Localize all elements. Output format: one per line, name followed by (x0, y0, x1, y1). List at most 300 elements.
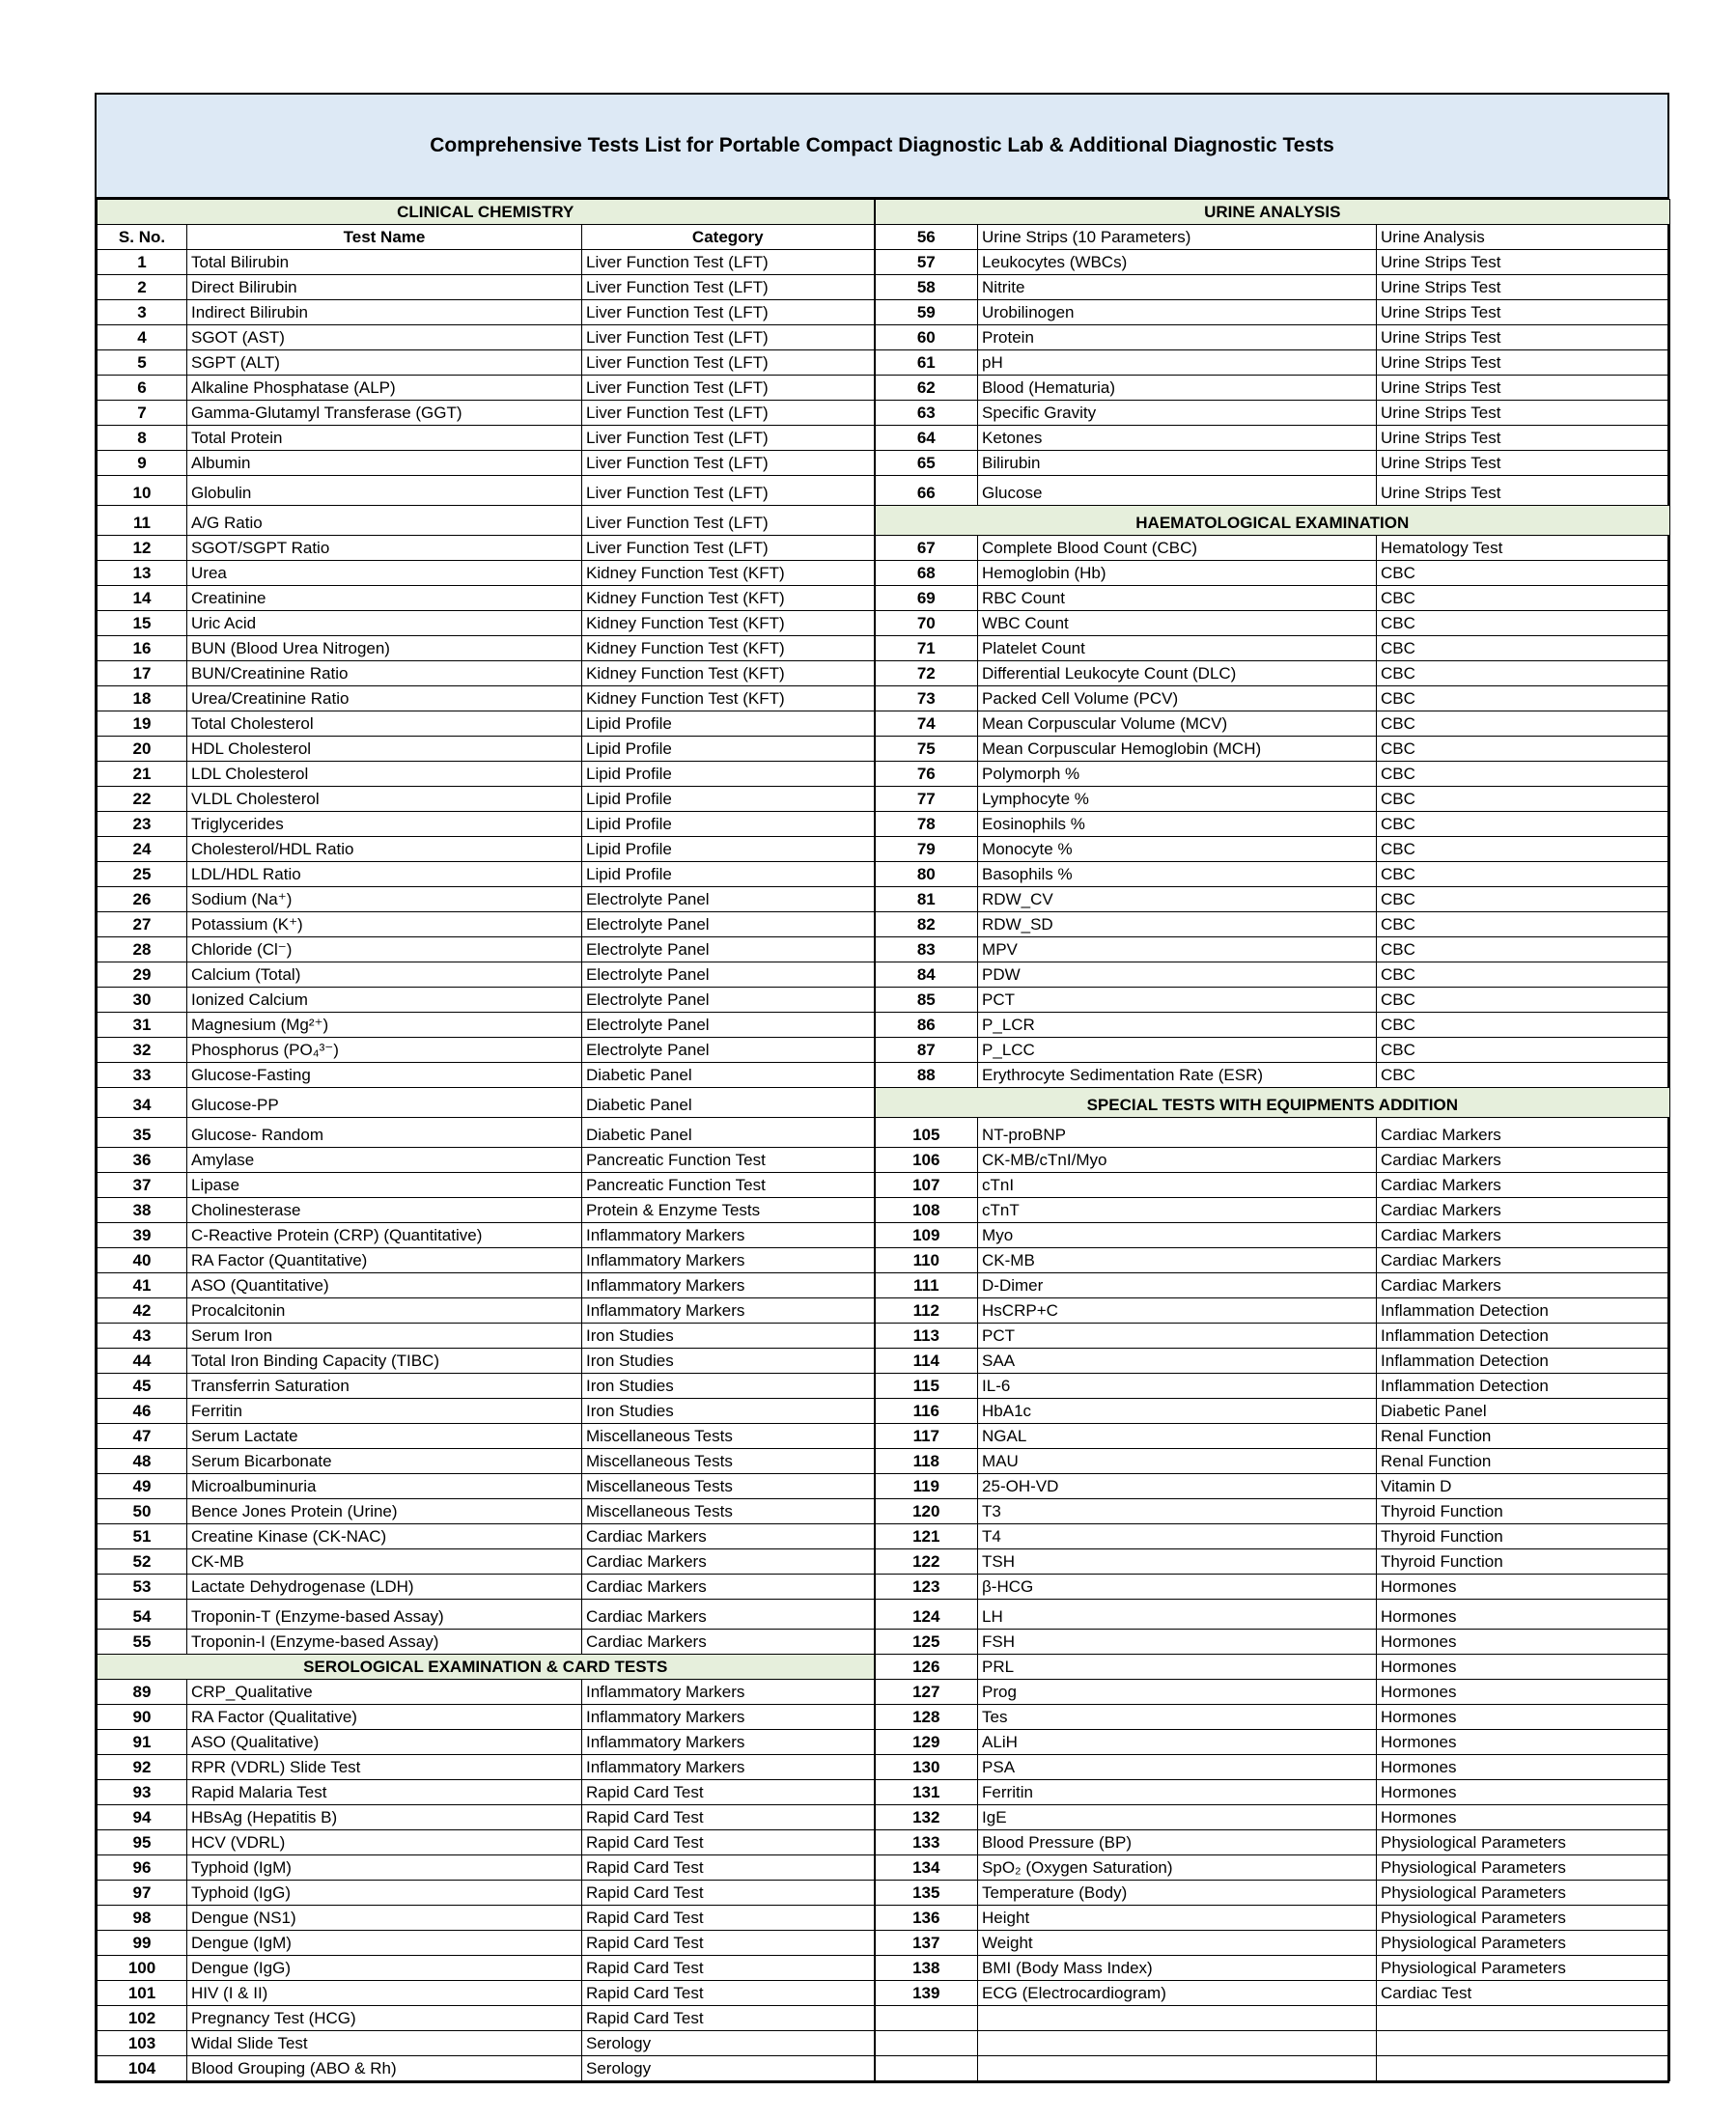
test-category: Diabetic Panel (582, 1088, 875, 1118)
test-name: T3 (978, 1499, 1377, 1524)
test-name: Chloride (Cl⁻) (187, 937, 582, 962)
serial-number: 64 (875, 426, 978, 451)
section-clinical-chemistry: CLINICAL CHEMISTRY (98, 200, 875, 225)
test-name: Hemoglobin (Hb) (978, 561, 1377, 586)
serial-number: 38 (98, 1198, 187, 1223)
table-row (98, 506, 1670, 536)
serial-number: 19 (98, 711, 187, 737)
table-row (98, 1830, 1670, 1855)
table-row (98, 1349, 1670, 1374)
table-row (98, 350, 1670, 376)
test-name: Eosinophils % (978, 812, 1377, 837)
test-name: PCT (978, 1324, 1377, 1349)
test-category: Urine Strips Test (1377, 376, 1670, 401)
test-category: Kidney Function Test (KFT) (582, 611, 875, 636)
test-name: SGPT (ALT) (187, 350, 582, 376)
test-name: Transferrin Saturation (187, 1374, 582, 1399)
test-category: Liver Function Test (LFT) (582, 350, 875, 376)
serial-number: 119 (875, 1474, 978, 1499)
table-row (98, 1013, 1670, 1038)
test-category: Lipid Profile (582, 787, 875, 812)
table-row (98, 1575, 1670, 1600)
serial-number: 59 (875, 300, 978, 325)
test-category: CBC (1377, 636, 1670, 661)
serial-number: 129 (875, 1730, 978, 1755)
table-row (98, 1931, 1670, 1956)
serial-number: 56 (875, 225, 978, 250)
test-category: Rapid Card Test (582, 1881, 875, 1906)
empty-cell (978, 2056, 1377, 2081)
test-name: Glucose-Fasting (187, 1063, 582, 1088)
test-name: Urea/Creatinine Ratio (187, 686, 582, 711)
table-row (98, 300, 1670, 325)
serial-number: 30 (98, 988, 187, 1013)
serial-number: 78 (875, 812, 978, 837)
serial-number: 13 (98, 561, 187, 586)
test-category: Inflammatory Markers (582, 1755, 875, 1780)
serial-number: 8 (98, 426, 187, 451)
serial-number: 126 (875, 1655, 978, 1680)
test-category: Cardiac Markers (582, 1549, 875, 1575)
table-row (98, 711, 1670, 737)
serial-number: 41 (98, 1273, 187, 1298)
test-name: CK-MB (978, 1248, 1377, 1273)
test-name: NGAL (978, 1424, 1377, 1449)
section-serological: SEROLOGICAL EXAMINATION & CARD TESTS (98, 1655, 875, 1680)
table-row (98, 586, 1670, 611)
serial-number: 89 (98, 1680, 187, 1705)
test-name: SGOT (AST) (187, 325, 582, 350)
serial-number: 54 (98, 1600, 187, 1630)
serial-number: 100 (98, 1956, 187, 1981)
table-row (98, 1088, 1670, 1118)
test-category: Urine Strips Test (1377, 476, 1670, 506)
test-category: Pancreatic Function Test (582, 1148, 875, 1173)
table-row (98, 862, 1670, 887)
empty-cell (1377, 2006, 1670, 2031)
table-row (98, 1223, 1670, 1248)
test-name: Urea (187, 561, 582, 586)
table-row (98, 737, 1670, 762)
serial-number: 77 (875, 787, 978, 812)
tests-table (97, 199, 1670, 2081)
test-category: Liver Function Test (LFT) (582, 376, 875, 401)
serial-number: 97 (98, 1881, 187, 1906)
test-category: CBC (1377, 686, 1670, 711)
serial-number: 83 (875, 937, 978, 962)
test-name: ECG (Electrocardiogram) (978, 1981, 1377, 2006)
test-category: Cardiac Markers (1377, 1223, 1670, 1248)
test-category: CBC (1377, 737, 1670, 762)
test-category: Physiological Parameters (1377, 1830, 1670, 1855)
table-row (98, 661, 1670, 686)
serial-number: 7 (98, 401, 187, 426)
serial-number: 72 (875, 661, 978, 686)
test-category: Cardiac Markers (582, 1630, 875, 1655)
test-category: CBC (1377, 611, 1670, 636)
test-category: CBC (1377, 787, 1670, 812)
serial-number: 24 (98, 837, 187, 862)
serial-number: 125 (875, 1630, 978, 1655)
test-category: Electrolyte Panel (582, 937, 875, 962)
serial-number: 12 (98, 536, 187, 561)
test-name: Temperature (Body) (978, 1881, 1377, 1906)
test-category: Renal Function (1377, 1449, 1670, 1474)
serial-number: 111 (875, 1273, 978, 1298)
serial-number: 101 (98, 1981, 187, 2006)
test-category: Liver Function Test (LFT) (582, 451, 875, 476)
test-name: HCV (VDRL) (187, 1830, 582, 1855)
test-name: Triglycerides (187, 812, 582, 837)
serial-number: 14 (98, 586, 187, 611)
test-category: Thyroid Function (1377, 1499, 1670, 1524)
test-category: Urine Strips Test (1377, 250, 1670, 275)
table-row (98, 812, 1670, 837)
empty-cell (1377, 2056, 1670, 2081)
test-category: Liver Function Test (LFT) (582, 250, 875, 275)
test-category: Kidney Function Test (KFT) (582, 561, 875, 586)
test-category: Rapid Card Test (582, 1805, 875, 1830)
test-category: Cardiac Markers (1377, 1248, 1670, 1273)
table-row (98, 1038, 1670, 1063)
test-category: Rapid Card Test (582, 1855, 875, 1881)
test-category: Kidney Function Test (KFT) (582, 686, 875, 711)
serial-number: 86 (875, 1013, 978, 1038)
serial-number: 34 (98, 1088, 187, 1118)
test-category: Electrolyte Panel (582, 1013, 875, 1038)
test-category: Liver Function Test (LFT) (582, 401, 875, 426)
serial-number: 45 (98, 1374, 187, 1399)
table-row (98, 1148, 1670, 1173)
test-category: Inflammatory Markers (582, 1705, 875, 1730)
serial-number: 11 (98, 506, 187, 536)
serial-number: 25 (98, 862, 187, 887)
test-name: Bilirubin (978, 451, 1377, 476)
table-row (98, 1118, 1670, 1148)
serial-number: 29 (98, 962, 187, 988)
table-row (98, 225, 1670, 250)
test-category: Hormones (1377, 1600, 1670, 1630)
test-name: RBC Count (978, 586, 1377, 611)
test-category: Urine Strips Test (1377, 325, 1670, 350)
serial-number: 32 (98, 1038, 187, 1063)
test-name: Sodium (Na⁺) (187, 887, 582, 912)
test-name: CK-MB (187, 1549, 582, 1575)
serial-number: 120 (875, 1499, 978, 1524)
test-category: CBC (1377, 988, 1670, 1013)
test-name: Magnesium (Mg²⁺) (187, 1013, 582, 1038)
test-category: CBC (1377, 962, 1670, 988)
table-row (98, 1906, 1670, 1931)
test-name: Serum Iron (187, 1324, 582, 1349)
test-category: Hormones (1377, 1705, 1670, 1730)
test-category: CBC (1377, 937, 1670, 962)
section-special-tests: SPECIAL TESTS WITH EQUIPMENTS ADDITION (875, 1088, 1670, 1118)
test-category: Miscellaneous Tests (582, 1474, 875, 1499)
serial-number: 113 (875, 1324, 978, 1349)
test-name: HsCRP+C (978, 1298, 1377, 1324)
table-row (98, 376, 1670, 401)
serial-number: 18 (98, 686, 187, 711)
test-name: Creatinine (187, 586, 582, 611)
serial-number: 127 (875, 1680, 978, 1705)
serial-number: 123 (875, 1575, 978, 1600)
test-name: Platelet Count (978, 636, 1377, 661)
table-row (98, 962, 1670, 988)
serial-number: 1 (98, 250, 187, 275)
serial-number: 107 (875, 1173, 978, 1198)
test-category: Liver Function Test (LFT) (582, 300, 875, 325)
test-category: Miscellaneous Tests (582, 1449, 875, 1474)
test-name: Tes (978, 1705, 1377, 1730)
test-name: D-Dimer (978, 1273, 1377, 1298)
serial-number: 88 (875, 1063, 978, 1088)
serial-number: 82 (875, 912, 978, 937)
serial-number: 61 (875, 350, 978, 376)
test-name: Microalbuminuria (187, 1474, 582, 1499)
test-category: Hormones (1377, 1805, 1670, 1830)
empty-cell (978, 2031, 1377, 2056)
test-category: CBC (1377, 1063, 1670, 1088)
table-row (98, 1324, 1670, 1349)
table-row (98, 1499, 1670, 1524)
test-category: Iron Studies (582, 1374, 875, 1399)
serial-number: 22 (98, 787, 187, 812)
serial-number: 27 (98, 912, 187, 937)
serial-number: 28 (98, 937, 187, 962)
serial-number: 5 (98, 350, 187, 376)
test-category: Hematology Test (1377, 536, 1670, 561)
test-category: Rapid Card Test (582, 1906, 875, 1931)
test-category: Rapid Card Test (582, 1931, 875, 1956)
test-category: Diabetic Panel (582, 1118, 875, 1148)
serial-number: 35 (98, 1118, 187, 1148)
table-row (98, 611, 1670, 636)
test-name: Globulin (187, 476, 582, 506)
table-row (98, 536, 1670, 561)
serial-number: 104 (98, 2056, 187, 2081)
test-category: Liver Function Test (LFT) (582, 426, 875, 451)
serial-number: 76 (875, 762, 978, 787)
table-row (98, 787, 1670, 812)
serial-number: 31 (98, 1013, 187, 1038)
test-category: Hormones (1377, 1780, 1670, 1805)
table-row (98, 325, 1670, 350)
test-category: Iron Studies (582, 1399, 875, 1424)
test-name: Bence Jones Protein (Urine) (187, 1499, 582, 1524)
test-category: Hormones (1377, 1655, 1670, 1680)
table-row (98, 401, 1670, 426)
test-name: Glucose-PP (187, 1088, 582, 1118)
test-name: Total Protein (187, 426, 582, 451)
test-list-sheet (95, 93, 1669, 2083)
serial-number: 80 (875, 862, 978, 887)
test-category: Serology (582, 2056, 875, 2081)
header-category: Category (582, 225, 875, 250)
table-row (98, 1956, 1670, 1981)
test-name: P_LCC (978, 1038, 1377, 1063)
test-category: Lipid Profile (582, 862, 875, 887)
serial-number: 4 (98, 325, 187, 350)
table-row (98, 275, 1670, 300)
test-name: PDW (978, 962, 1377, 988)
test-category: Inflammation Detection (1377, 1298, 1670, 1324)
test-name: Lactate Dehydrogenase (LDH) (187, 1575, 582, 1600)
empty-cell (875, 2006, 978, 2031)
test-category: Hormones (1377, 1575, 1670, 1600)
test-category: CBC (1377, 912, 1670, 937)
serial-number: 84 (875, 962, 978, 988)
test-name: SGOT/SGPT Ratio (187, 536, 582, 561)
serial-number: 52 (98, 1549, 187, 1575)
test-name: Weight (978, 1931, 1377, 1956)
test-name: Cholesterol/HDL Ratio (187, 837, 582, 862)
empty-cell (875, 2056, 978, 2081)
serial-number: 71 (875, 636, 978, 661)
serial-number: 20 (98, 737, 187, 762)
test-name: BUN/Creatinine Ratio (187, 661, 582, 686)
test-category: CBC (1377, 812, 1670, 837)
serial-number: 47 (98, 1424, 187, 1449)
test-category: Physiological Parameters (1377, 1956, 1670, 1981)
test-name: Specific Gravity (978, 401, 1377, 426)
serial-number: 109 (875, 1223, 978, 1248)
serial-number: 60 (875, 325, 978, 350)
test-name: Blood Pressure (BP) (978, 1830, 1377, 1855)
serial-number: 114 (875, 1349, 978, 1374)
test-category: Electrolyte Panel (582, 988, 875, 1013)
test-category: Electrolyte Panel (582, 1038, 875, 1063)
table-row (98, 1881, 1670, 1906)
table-row (98, 1855, 1670, 1881)
test-name: Uric Acid (187, 611, 582, 636)
serial-number: 62 (875, 376, 978, 401)
header-sno: S. No. (98, 225, 187, 250)
test-category: Cardiac Markers (1377, 1148, 1670, 1173)
test-category: Urine Strips Test (1377, 350, 1670, 376)
serial-number: 6 (98, 376, 187, 401)
test-name: WBC Count (978, 611, 1377, 636)
table-row (98, 837, 1670, 862)
serial-number: 94 (98, 1805, 187, 1830)
section-urine-analysis: URINE ANALYSIS (875, 200, 1670, 225)
serial-number: 75 (875, 737, 978, 762)
serial-number: 99 (98, 1931, 187, 1956)
serial-number: 69 (875, 586, 978, 611)
test-category: Liver Function Test (LFT) (582, 476, 875, 506)
table-row (98, 1198, 1670, 1223)
serial-number: 21 (98, 762, 187, 787)
serial-number: 17 (98, 661, 187, 686)
test-name: Nitrite (978, 275, 1377, 300)
test-name: BMI (Body Mass Index) (978, 1956, 1377, 1981)
table-row (98, 1549, 1670, 1575)
test-category: Inflammation Detection (1377, 1374, 1670, 1399)
serial-number: 36 (98, 1148, 187, 1173)
test-category: Cardiac Markers (1377, 1118, 1670, 1148)
test-name: 25-OH-VD (978, 1474, 1377, 1499)
table-row (98, 561, 1670, 586)
serial-number: 122 (875, 1549, 978, 1575)
test-name: MPV (978, 937, 1377, 962)
test-name: Troponin-I (Enzyme-based Assay) (187, 1630, 582, 1655)
test-name: Serum Bicarbonate (187, 1449, 582, 1474)
table-row (98, 1524, 1670, 1549)
serial-number: 92 (98, 1755, 187, 1780)
test-name: Ketones (978, 426, 1377, 451)
serial-number: 93 (98, 1780, 187, 1805)
serial-number: 118 (875, 1449, 978, 1474)
serial-number: 33 (98, 1063, 187, 1088)
test-category: Inflammatory Markers (582, 1223, 875, 1248)
serial-number: 50 (98, 1499, 187, 1524)
empty-cell (875, 2031, 978, 2056)
test-name: C-Reactive Protein (CRP) (Quantitative) (187, 1223, 582, 1248)
table-row (98, 686, 1670, 711)
test-name: Ferritin (187, 1399, 582, 1424)
test-category: CBC (1377, 887, 1670, 912)
test-name: SAA (978, 1349, 1377, 1374)
test-category: Urine Strips Test (1377, 401, 1670, 426)
table-row (98, 451, 1670, 476)
test-name: Creatine Kinase (CK-NAC) (187, 1524, 582, 1549)
test-category: Cardiac Markers (582, 1600, 875, 1630)
test-name: Calcium (Total) (187, 962, 582, 988)
serial-number: 70 (875, 611, 978, 636)
table-row (98, 1805, 1670, 1830)
serial-number: 87 (875, 1038, 978, 1063)
table-row (98, 426, 1670, 451)
test-category: Rapid Card Test (582, 1830, 875, 1855)
serial-number: 2 (98, 275, 187, 300)
table-row (98, 1705, 1670, 1730)
test-category: CBC (1377, 1013, 1670, 1038)
serial-number: 79 (875, 837, 978, 862)
test-category: Lipid Profile (582, 837, 875, 862)
empty-cell (978, 2006, 1377, 2031)
test-name: P_LCR (978, 1013, 1377, 1038)
serial-number: 102 (98, 2006, 187, 2031)
serial-number: 91 (98, 1730, 187, 1755)
test-name: BUN (Blood Urea Nitrogen) (187, 636, 582, 661)
test-name: Lipase (187, 1173, 582, 1198)
table-row (98, 1730, 1670, 1755)
test-name: Albumin (187, 451, 582, 476)
section-haematological: HAEMATOLOGICAL EXAMINATION (875, 506, 1670, 536)
test-category: Urine Strips Test (1377, 300, 1670, 325)
test-category: Cardiac Markers (1377, 1173, 1670, 1198)
test-category: Diabetic Panel (1377, 1399, 1670, 1424)
test-name: ASO (Quantitative) (187, 1273, 582, 1298)
table-row (98, 1755, 1670, 1780)
serial-number: 63 (875, 401, 978, 426)
test-name: PSA (978, 1755, 1377, 1780)
test-category: Cardiac Markers (582, 1524, 875, 1549)
test-name: SpO₂ (Oxygen Saturation) (978, 1855, 1377, 1881)
serial-number: 65 (875, 451, 978, 476)
test-category: CBC (1377, 661, 1670, 686)
serial-number: 136 (875, 1906, 978, 1931)
test-name: Total Iron Binding Capacity (TIBC) (187, 1349, 582, 1374)
serial-number: 66 (875, 476, 978, 506)
table-row (98, 937, 1670, 962)
serial-number: 117 (875, 1424, 978, 1449)
serial-number: 81 (875, 887, 978, 912)
test-name: Procalcitonin (187, 1298, 582, 1324)
table-row (98, 988, 1670, 1013)
test-category: CBC (1377, 762, 1670, 787)
test-category: Hormones (1377, 1630, 1670, 1655)
